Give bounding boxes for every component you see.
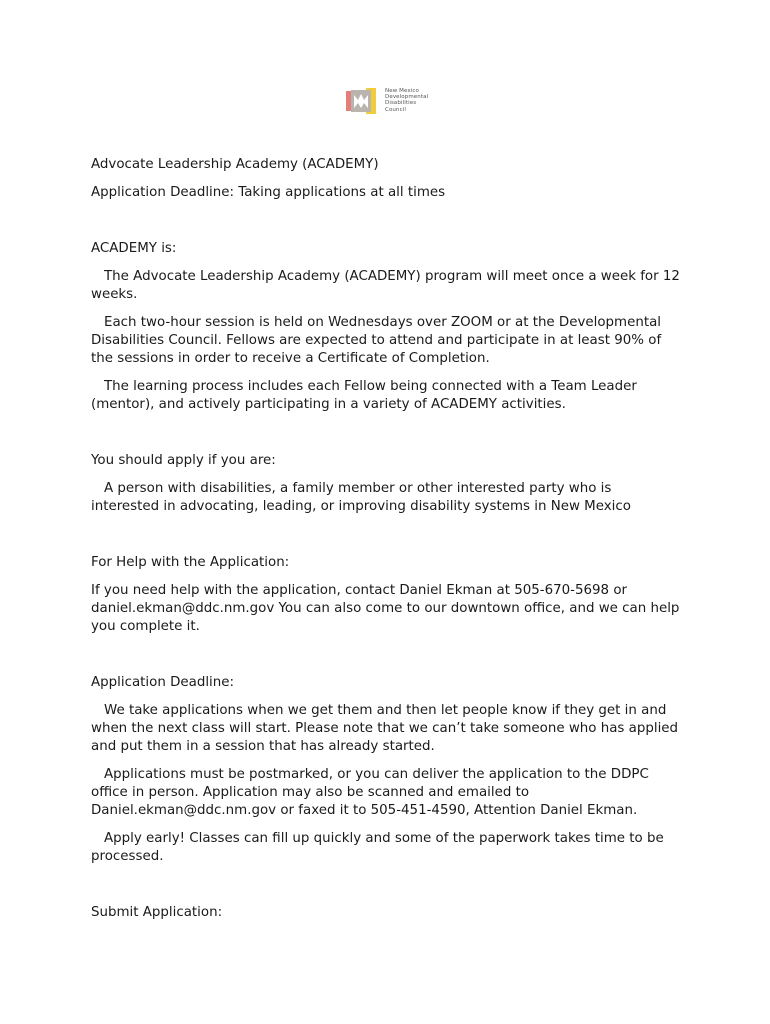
council-logo-mark-icon [346,88,376,114]
section-heading-who-should-apply: You should apply if you are: [91,453,276,468]
paragraph: We take applications when we get them and then let people know if they get in and when the next class will start. Please note that we can’t take someone who has applied and put them in a session that has already started. [91,703,679,754]
paragraph: The learning process includes each Fellow being connected with a Team Leader (mentor), and actively participating in a variety of ACADEMY activities. [91,379,637,412]
paragraph: Applications must be postmarked, or you can deliver the application to the DDPC office in person. Application may also be scanned and emailed to Daniel.ekman@ddc.nm.gov or faxed it to 505-451-4590, Attention Daniel Ekman. [91,767,649,818]
council-logo-text [385,88,428,113]
section-heading-academy: ACADEMY is: [91,241,177,256]
section-heading-help: For Help with the Application: [91,555,290,570]
section-heading-submit: Submit Application: [91,905,223,920]
logo-text-line: Council [385,106,406,113]
paragraph: Apply early! Classes can fill up quickly and some of the paperwork takes time to be processed. [91,831,664,864]
section-heading-deadline: Application Deadline: [91,675,235,690]
council-logo [346,86,428,116]
paragraph: Each two-hour session is held on Wednesdays over ZOOM or at the Developmental Disabilities Council. Fellows are expected to attend and participate in at least 90% of the sessions in order to receive a Certificate of Completion. [91,315,662,366]
document-title: Advocate Leadership Academy (ACADEMY) [91,157,379,172]
logo-text-line: Developmental [385,94,429,101]
deadline-summary: Application Deadline: Taking applications at all times [91,185,446,200]
logo-text-line: New Mexico [385,88,419,94]
document-body [91,156,681,932]
paragraph: A person with disabilities, a family member or other interested party who is interested in advocating, leading, or improving disability systems in New Mexico [91,481,631,514]
paragraph: The Advocate Leadership Academy (ACADEMY) program will meet once a week for 12 weeks. [91,269,680,302]
logo-text-line: Disabilities [385,100,417,107]
paragraph: If you need help with the application, contact Daniel Ekman at 505-670-5698 or daniel.ekman@ddc.nm.gov You can also come to our downtown office, and we can help you complete it. [91,583,680,634]
